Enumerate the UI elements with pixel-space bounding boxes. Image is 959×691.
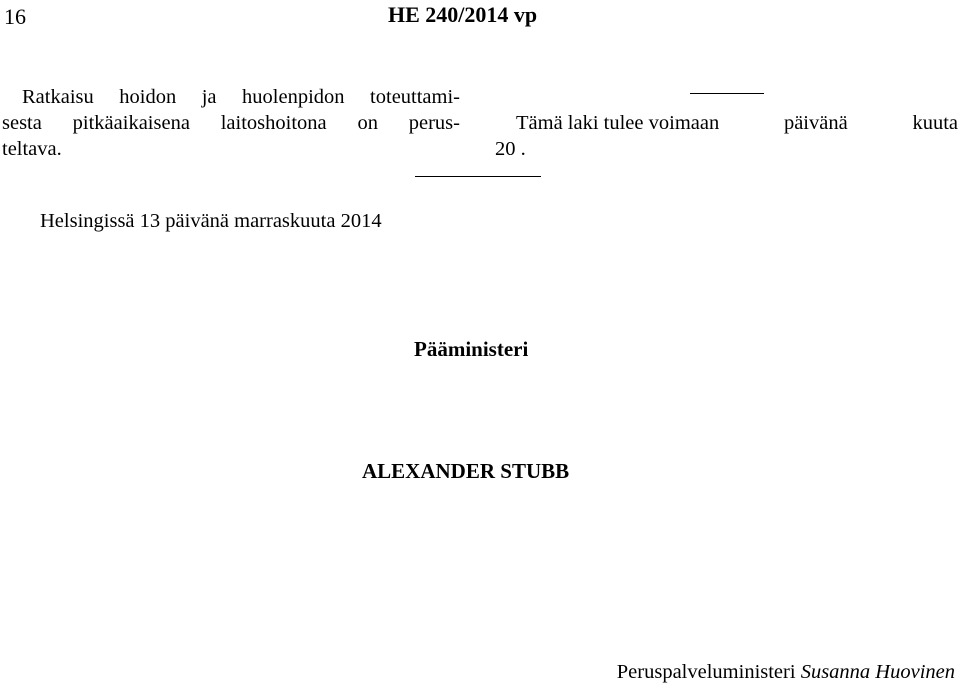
- section-divider-right: [690, 93, 764, 94]
- entry-into-force-line: [495, 110, 958, 136]
- entry-into-force-text: Tämä laki tulee voimaan: [516, 112, 720, 134]
- prime-minister-name: ALEXANDER STUBB: [362, 459, 570, 483]
- right-column-text: [495, 110, 958, 162]
- year-line: 20 .: [495, 138, 526, 160]
- minister-title: Peruspalveluministeri: [616, 661, 796, 683]
- text-line: Ratkaisu hoidon ja huolenpidon toteuttami-: [22, 86, 460, 108]
- minister-signature: [617, 661, 955, 684]
- text-line: teltava.: [2, 138, 62, 160]
- place-and-date: Helsingissä 13 päivänä marraskuuta 2014: [40, 210, 382, 232]
- left-column-text: [2, 84, 460, 162]
- day-word: päivänä: [783, 112, 848, 134]
- section-divider-center: [415, 176, 541, 177]
- page-number: 16: [4, 4, 26, 29]
- minister-name: Susanna Huovinen: [800, 661, 955, 683]
- prime-minister-title: Pääministeri: [414, 337, 529, 361]
- text-line: sesta pitkäaikaisena laitoshoitona on perus-: [2, 112, 460, 134]
- month-word: kuuta: [912, 112, 958, 134]
- document-id: HE 240/2014 vp: [388, 2, 538, 27]
